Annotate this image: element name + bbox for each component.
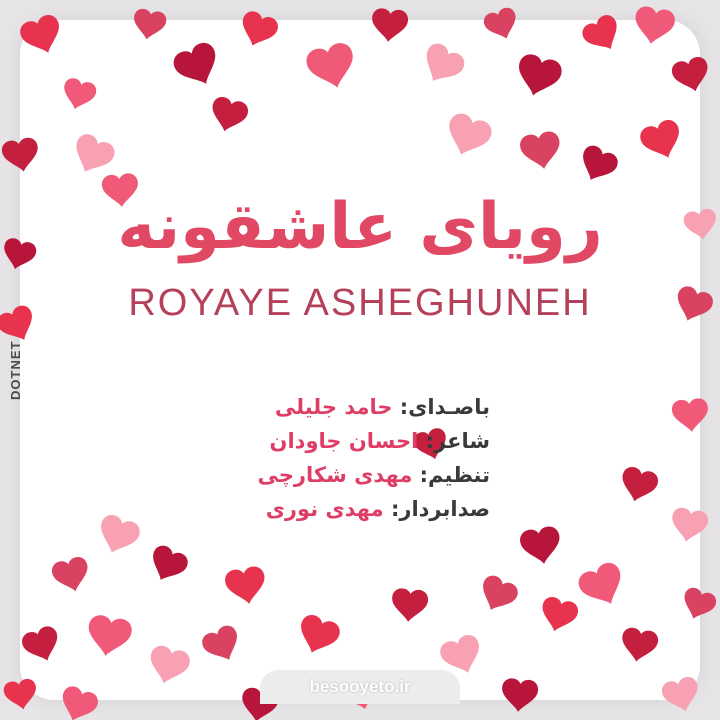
heart-icon bbox=[17, 12, 67, 60]
credit-label-arranger: تنظیم: bbox=[419, 463, 490, 487]
heart-icon bbox=[678, 585, 719, 624]
credit-value-sound: مهدی نوری bbox=[265, 497, 384, 521]
credit-label-poet: شاعر: bbox=[425, 429, 490, 453]
credit-label-singer: باصـدای: bbox=[399, 395, 490, 419]
heart-icon bbox=[207, 95, 250, 136]
heart-icon bbox=[481, 5, 522, 44]
heart-icon bbox=[618, 626, 659, 665]
heart-icon bbox=[19, 624, 64, 667]
heart-icon bbox=[236, 9, 281, 52]
credit-row-sound bbox=[170, 492, 490, 526]
watermark: DOTNET bbox=[8, 340, 23, 400]
heart-icon bbox=[50, 555, 93, 596]
heart-icon bbox=[170, 39, 226, 93]
heart-icon bbox=[304, 40, 360, 93]
credit-value-poet: احسان جاودان bbox=[269, 429, 419, 453]
heart-icon bbox=[631, 5, 676, 47]
heart-icon bbox=[199, 623, 246, 668]
heart-icon bbox=[637, 117, 687, 165]
heart-icon bbox=[56, 684, 101, 720]
heart-icon bbox=[668, 506, 709, 545]
heart-icon bbox=[59, 76, 98, 113]
heart-icon bbox=[500, 678, 539, 714]
heart-icon bbox=[474, 573, 521, 618]
credit-row-singer bbox=[170, 390, 490, 424]
footer-site[interactable]: besooyeto.ir bbox=[260, 670, 460, 704]
heart-icon bbox=[416, 40, 468, 91]
heart-icon bbox=[579, 12, 627, 58]
heart-icon bbox=[682, 208, 719, 243]
heart-icon bbox=[671, 284, 716, 327]
heart-icon bbox=[537, 595, 580, 636]
credit-label-sound: صدابردار: bbox=[390, 497, 490, 521]
heart-icon bbox=[84, 613, 133, 659]
credit-row-arranger bbox=[170, 458, 490, 492]
latin-title: ROYAYE ASHEGHUNEH bbox=[128, 282, 592, 324]
heart-icon bbox=[2, 678, 39, 713]
heart-icon bbox=[575, 559, 631, 613]
heart-icon bbox=[441, 110, 495, 162]
credit-value-singer: حامد جلیلی bbox=[274, 395, 393, 419]
heart-icon bbox=[370, 8, 409, 44]
heart-icon bbox=[671, 398, 710, 434]
heart-icon bbox=[518, 130, 563, 172]
heart-icon bbox=[390, 588, 429, 624]
heart-icon bbox=[518, 525, 563, 567]
persian-title: رویای عاشقونه bbox=[117, 190, 603, 264]
heart-icon bbox=[670, 55, 713, 96]
heart-icon bbox=[144, 543, 191, 588]
heart-icon bbox=[93, 512, 143, 560]
heart-icon bbox=[131, 8, 168, 43]
heart-icon bbox=[617, 465, 660, 506]
credit-row-poet bbox=[170, 424, 490, 458]
heart-icon bbox=[512, 52, 564, 101]
heart-icon bbox=[0, 136, 41, 175]
heart-icon bbox=[0, 236, 38, 273]
credit-value-arranger: مهدی شکارچی bbox=[257, 463, 413, 487]
credits-block bbox=[170, 390, 490, 526]
heart-icon bbox=[660, 675, 703, 716]
heart-icon bbox=[223, 565, 268, 607]
heart-icon bbox=[293, 612, 343, 660]
heart-icon bbox=[145, 643, 193, 688]
